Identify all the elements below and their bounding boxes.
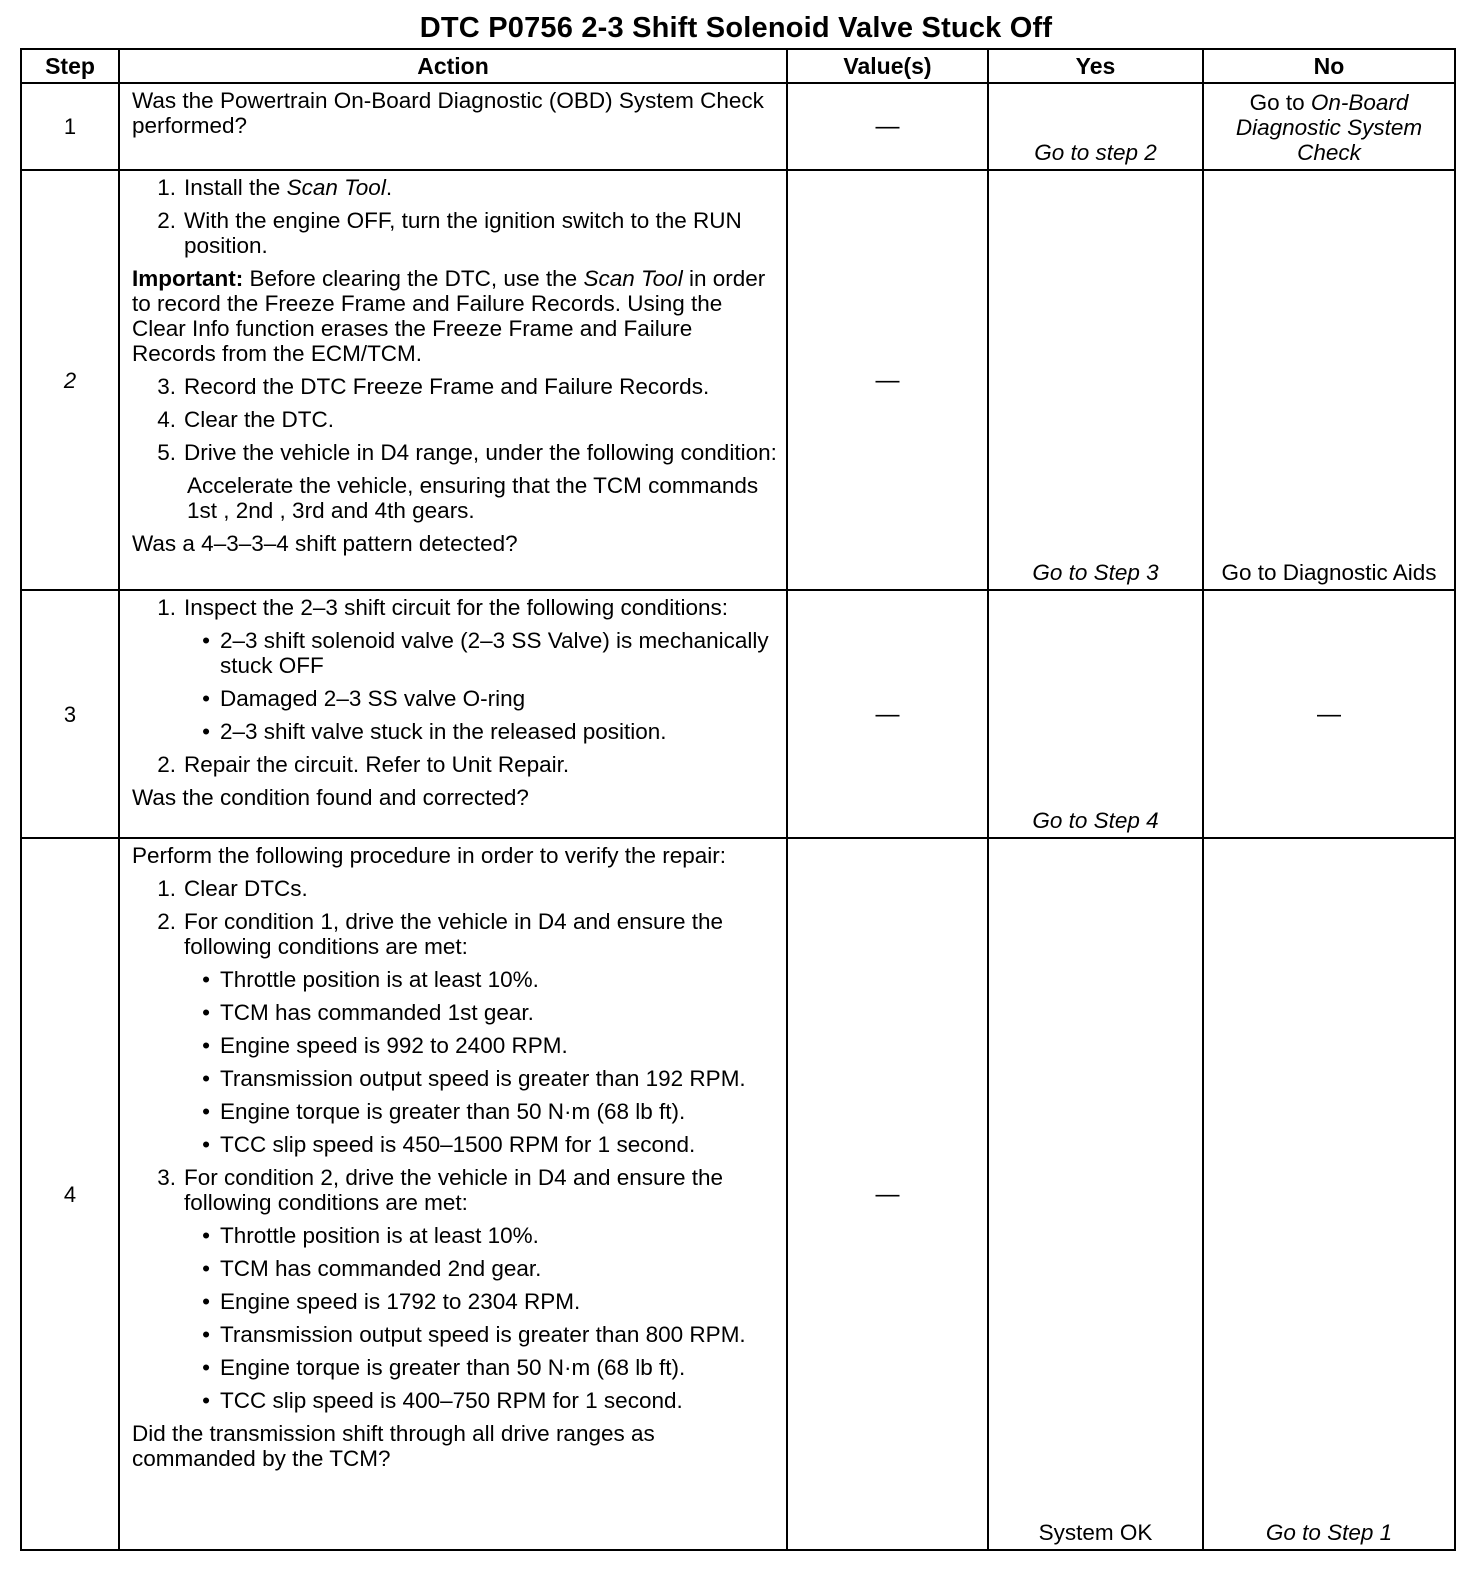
- bullet-text: TCC slip speed is 450–1500 RPM for 1 second.: [220, 1132, 696, 1157]
- bullet-item: • Engine torque is greater than 50 N·m (68 lb ft).: [184, 1355, 778, 1380]
- step-text: With the engine OFF, turn the ignition switch to the RUN position.: [184, 208, 742, 258]
- bullet-text: TCM has commanded 2nd gear.: [220, 1256, 542, 1281]
- bullet-item: • Damaged 2–3 SS valve O-ring: [184, 686, 778, 711]
- numbered-step: 4. Clear the DTC.: [132, 407, 778, 432]
- no-cell: —: [1203, 590, 1455, 838]
- no-prefix: Go to: [1249, 90, 1305, 115]
- numbered-step: 3. For condition 2, drive the vehicle in D4 and ensure the following conditions are met:: [132, 1165, 778, 1215]
- table-row: [21, 838, 1455, 1550]
- action-cell: [119, 170, 787, 590]
- step-detail: Accelerate the vehicle, ensuring that the TCM commands 1st , 2nd , 3rd and 4th gears.: [187, 473, 759, 523]
- header-step: Step: [21, 49, 119, 83]
- table-row: [21, 170, 1455, 590]
- header-no: No: [1203, 49, 1455, 83]
- bullet-text: TCC slip speed is 400–750 RPM for 1 second.: [220, 1388, 683, 1413]
- step-text-em: Scan Tool: [286, 175, 386, 200]
- bullet-item: • Throttle position is at least 10%.: [184, 1223, 778, 1248]
- header-values: Value(s): [787, 49, 988, 83]
- bullet-text: 2–3 shift solenoid valve (2–3 SS Valve) is mechanically stuck OFF: [220, 628, 769, 678]
- bullet-item: • TCM has commanded 2nd gear.: [184, 1256, 778, 1281]
- action-question: Was a 4–3–3–4 shift pattern detected?: [132, 531, 518, 556]
- bullet-item: • Engine torque is greater than 50 N·m (68 lb ft).: [184, 1099, 778, 1124]
- important-label: Important:: [132, 266, 244, 291]
- action-cell: [119, 83, 787, 170]
- numbered-step: 1. Install the Scan Tool.: [157, 175, 393, 200]
- numbered-step: 1. Inspect the 2–3 shift circuit for the following conditions:: [132, 595, 778, 620]
- bullet-text: Engine speed is 992 to 2400 RPM.: [220, 1033, 568, 1058]
- step-text: Inspect the 2–3 shift circuit for the following conditions:: [184, 595, 729, 620]
- bullet-item: • Engine speed is 992 to 2400 RPM.: [184, 1033, 778, 1058]
- action-cell: [119, 838, 787, 1550]
- step-text: For condition 1, drive the vehicle in D4 and ensure the following conditions are met:: [184, 909, 724, 959]
- bullet-text: Engine torque is greater than 50 N·m (68 lb ft).: [220, 1355, 686, 1380]
- bullet-text: 2–3 shift valve stuck in the released position.: [220, 719, 667, 744]
- step-text: Record the DTC Freeze Frame and Failure Records.: [184, 374, 710, 399]
- step-text: Clear the DTC.: [184, 407, 335, 432]
- action-question: Did the transmission shift through all drive ranges as commanded by the TCM?: [132, 1421, 655, 1471]
- step-text: For condition 2, drive the vehicle in D4 and ensure the following conditions are met:: [184, 1165, 724, 1215]
- step-number: 1: [21, 83, 119, 170]
- step-number: 2: [21, 170, 119, 590]
- important-text-em: Scan Tool: [583, 266, 683, 291]
- numbered-step: 1. Clear DTCs.: [132, 876, 778, 901]
- bullet-item: • TCM has commanded 1st gear.: [184, 1000, 778, 1025]
- action-question: Was the condition found and corrected?: [132, 785, 529, 810]
- important-text: in order to record the Freeze Frame and Failure Records. Using the Clear Info function erases the Freeze Frame and Failure Records from the ECM/TCM.: [132, 266, 766, 366]
- value-cell: —: [787, 170, 988, 590]
- no-link: On-Board Diagnostic System Check: [1235, 90, 1423, 165]
- yes-cell: Go to step 2: [988, 83, 1203, 170]
- step-text: Repair the circuit. Refer to Unit Repair.: [184, 752, 570, 777]
- header-yes: Yes: [988, 49, 1203, 83]
- step-text: .: [385, 175, 393, 200]
- yes-cell: Go to Step 3: [988, 170, 1203, 590]
- bullet-item: • TCC slip speed is 450–1500 RPM for 1 second.: [184, 1132, 778, 1157]
- bullet-item: • TCC slip speed is 400–750 RPM for 1 second.: [184, 1388, 778, 1413]
- header-row: [21, 49, 1455, 83]
- table-row: [21, 590, 1455, 838]
- no-cell: [1203, 83, 1455, 170]
- diagnostic-table: [20, 48, 1456, 1551]
- no-cell: Go to Diagnostic Aids: [1203, 170, 1455, 590]
- step-text: Clear DTCs.: [184, 876, 308, 901]
- numbered-step: 3. Record the DTC Freeze Frame and Failure Records.: [132, 374, 778, 399]
- bullet-item: • Engine speed is 1792 to 2304 RPM.: [184, 1289, 778, 1314]
- bullet-text: Throttle position is at least 10%.: [220, 1223, 539, 1248]
- bullet-text: Engine speed is 1792 to 2304 RPM.: [220, 1289, 581, 1314]
- important-text: Before clearing the DTC, use the: [249, 266, 578, 291]
- bullet-text: Damaged 2–3 SS valve O-ring: [220, 686, 526, 711]
- procedure-intro: Perform the following procedure in order to verify the repair:: [132, 843, 727, 868]
- numbered-step: 5. Drive the vehicle in D4 range, under the following condition:: [157, 440, 777, 465]
- step-text: Install the: [184, 175, 281, 200]
- value-cell: —: [787, 838, 988, 1550]
- page-title: DTC P0756 2-3 Shift Solenoid Valve Stuck Off: [419, 12, 1053, 44]
- important-note: [132, 266, 778, 366]
- value-cell: —: [787, 590, 988, 838]
- numbered-step: 2. Repair the circuit. Refer to Unit Repair.: [132, 752, 778, 777]
- bullet-text: TCM has commanded 1st gear.: [220, 1000, 534, 1025]
- no-cell: Go to Step 1: [1203, 838, 1455, 1550]
- yes-cell: Go to Step 4: [988, 590, 1203, 838]
- step-number: 4: [21, 838, 119, 1550]
- bullet-item: • Transmission output speed is greater than 800 RPM.: [184, 1322, 778, 1347]
- bullet-item: • Throttle position is at least 10%.: [184, 967, 778, 992]
- numbered-step: 2. With the engine OFF, turn the ignition switch to the RUN position.: [132, 208, 778, 258]
- yes-cell: System OK: [988, 838, 1203, 1550]
- action-cell: [119, 590, 787, 838]
- bullet-item: • 2–3 shift solenoid valve (2–3 SS Valve) is mechanically stuck OFF: [184, 628, 778, 678]
- value-cell: —: [787, 83, 988, 170]
- action-question: Was the Powertrain On-Board Diagnostic (OBD) System Check performed?: [132, 88, 764, 138]
- bullet-text: Transmission output speed is greater than 192 RPM.: [220, 1066, 746, 1091]
- table-row: [21, 83, 1455, 170]
- header-action: Action: [119, 49, 787, 83]
- bullet-item: • 2–3 shift valve stuck in the released position.: [184, 719, 778, 744]
- bullet-text: Engine torque is greater than 50 N·m (68 lb ft).: [220, 1099, 686, 1124]
- bullet-text: Throttle position is at least 10%.: [220, 967, 539, 992]
- step-number: 3: [21, 590, 119, 838]
- bullet-text: Transmission output speed is greater than 800 RPM.: [220, 1322, 746, 1347]
- bullet-item: • Transmission output speed is greater than 192 RPM.: [184, 1066, 778, 1091]
- step-text: Drive the vehicle in D4 range, under the following condition:: [184, 440, 777, 465]
- numbered-step: 2. For condition 1, drive the vehicle in D4 and ensure the following conditions are met:: [132, 909, 778, 959]
